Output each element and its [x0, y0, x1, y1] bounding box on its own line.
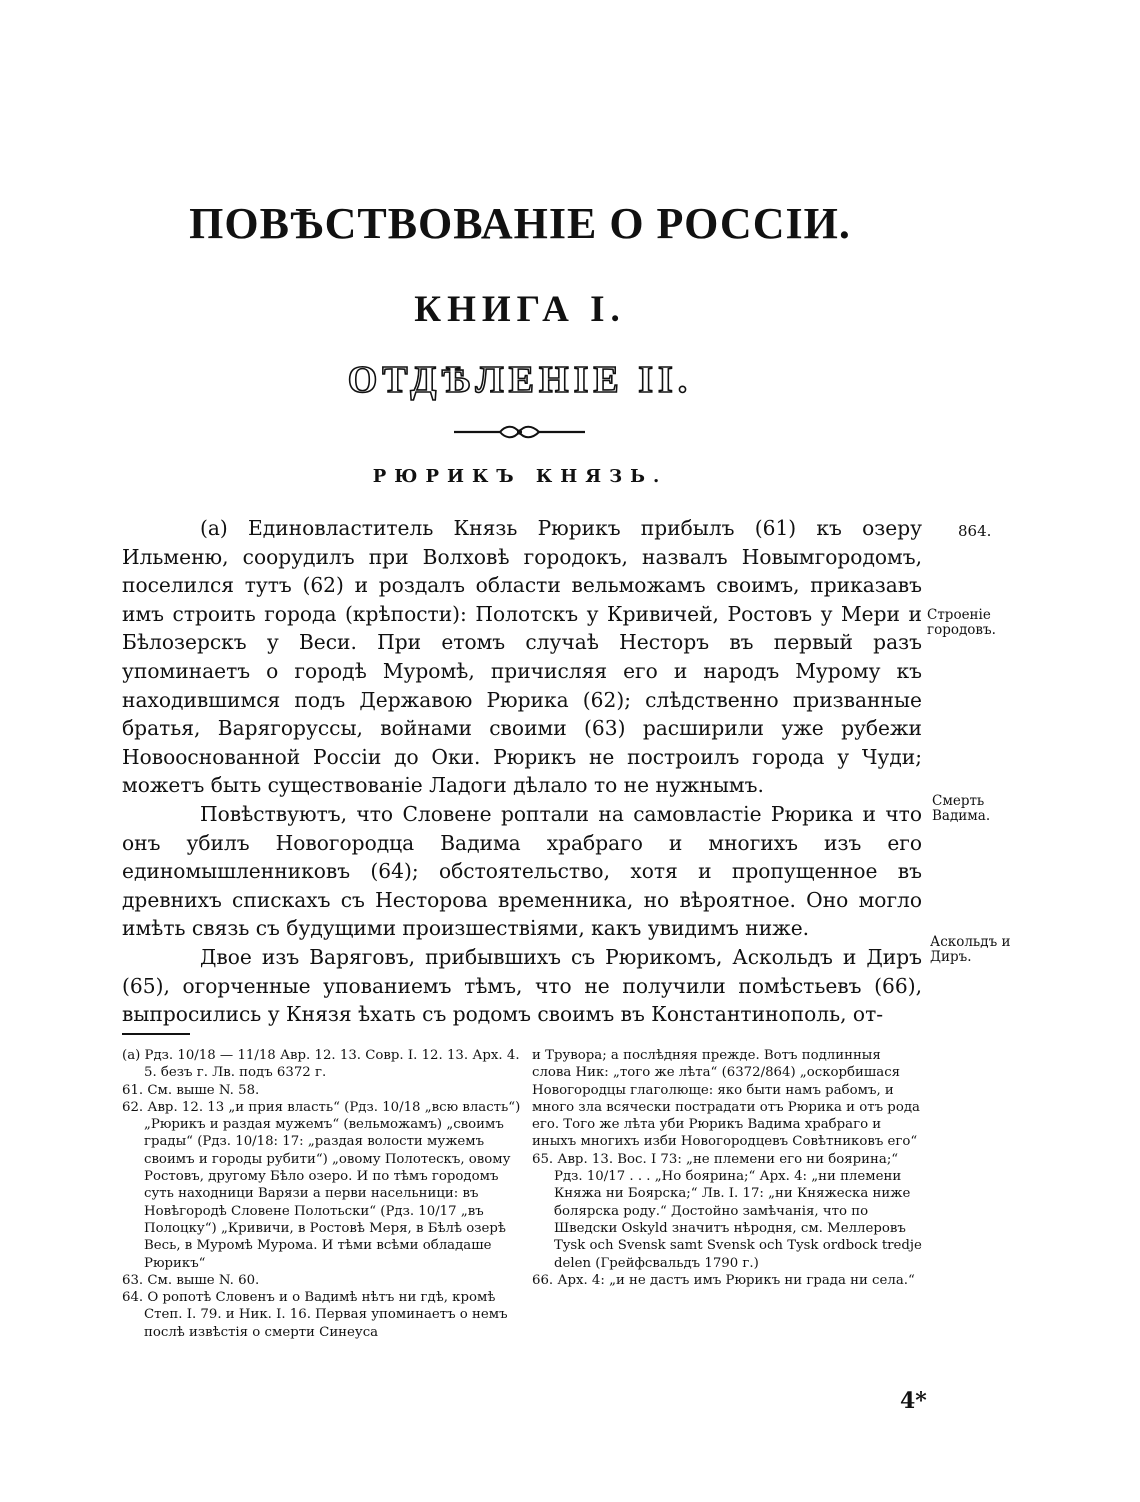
paragraph: (а) Единовластитель Князь Рюрикъ прибылъ (61) къ озеру Ильменю, соорудилъ при Волховѣ городокъ, назвалъ Новымгородомъ, поселился тутъ (62) и роздалъ области вельможамъ своимъ, приказавъ имъ строить города (крѣпости): Полотскъ у Кривичей, Ростовъ у Мери и Бѣлозерскъ у Веси. При етомъ случаѣ Несторъ въ первый разъ упоминаетъ о городѣ Муромѣ, причисляя его и народъ Мурому къ находившимся подъ Державою Рюрика (62); слѣдственно призванные братья, Варягоруссы, войнами своими (63) расширили уже рубежи Новооснованной Россіи до Оки. Рюрикъ не построилъ города у Чуди; можетъ быть существованіе Ладоги дѣлало то не нужнымъ.: [122, 516, 922, 798]
footnote: (а) Рдз. 10/18 — 11/18 Авр. 12. 13. Совр. I. 12. 13. Арх. 4. 5. безъ г. Лв. подъ 6372 г.: [122, 1048, 520, 1081]
footnote: 63. См. выше N. 60.: [122, 1272, 260, 1288]
footnote: и Трувора; а послѣдняя прежде. Вотъ подлинныя слова Ник: „того же лѣта“ (6372/864) „оскорбишася Новогородцы глаголюще: яко быти намъ рабомъ, и много зла всячески пострадати отъ Рюрика и отъ рода его. Того же лѣта уби Рюрикъ Вадима храбраго и иныхъ многихъ изби Новогородцевъ Совѣтниковъ его“: [532, 1048, 920, 1150]
paragraph: Двое изъ Варяговъ, прибывшихъ съ Рюрикомъ, Аскольдъ и Диръ (65), огорченные упованиемъ тѣмъ, что не получили помѣстьевъ (66), выпросились у Князя ѣхать съ родомъ своимъ въ Константинополь, от-: [122, 944, 922, 1027]
footnotes-right-column: [532, 1047, 924, 1289]
footnote: 65. Авр. 13. Вос. I 73: „не племени его ни боярина;“ Рдз. 10/17 . . . „Но боярина;“ Арх. 4: „ни племени Княжа ни Боярска;“ Лв. I. 17: „ни Княжеска ниже болярска роду.“ Достойно замѣчанія, что по Шведски Oskyld значитъ нѣродня, см. Меллеровъ Tysk och Svensk samt Svensk och Tysk ordbock tredje delen (Грейфсвальдъ 1790 г.): [532, 1151, 922, 1271]
paragraph: Повѣствуютъ, что Словене роптали на самовластіе Рюрика и что онъ убилъ Новогородца Вадима храбраго и многихъ изъ его единомышленниковъ (64); обстоятельство, хотя и пропущенное въ древнихъ спискахъ съ Несторова временника, но вѣроятное. Оно могло имѣть связь съ будущими произшествіями, какъ увидимъ ниже.: [122, 801, 922, 941]
ornament-divider: [452, 422, 587, 442]
margin-note: Строеніе городовъ.: [927, 607, 996, 638]
footnote: 64. О ропотѣ Словенъ и о Вадимѣ нѣтъ ни гдѣ, кромѣ Степ. I. 79. и Ник. I. 16. Первая упоминаетъ о немъ послѣ извѣстія о смерти Синеуса: [122, 1290, 508, 1340]
margin-note: Аскольдъ и Диръ.: [930, 934, 1011, 965]
book-title: КНИГА I.: [414, 289, 626, 330]
footnote: 62. Авр. 12. 13 „и прия власть“ (Рдз. 10/18 „всю власть“) „Рюрикъ и раздая мужемъ“ (вельможамъ) „своимъ грады“ (Рдз. 10/18: 17: „раздая волости мужемъ своимъ и городы рубити“) „овому Полотескъ, овому Ростовъ, другому Бѣло озеро. И по тѣмъ городомъ суть находници Варязи а перви насельници: въ Новѣгородѣ Словене Полотьски“ (Рдз. 10/17 „въ Полоцку“) „Кривичи, в Ростовѣ Меря, в Бѣлѣ озерѣ Весь, в Муромѣ Мурома. И тѣми всѣми обладаше Рюрикъ“: [122, 1099, 521, 1271]
chapter-title: РЮРИКЪ КНЯЗЬ.: [372, 466, 668, 487]
margin-year: 864.: [958, 522, 992, 540]
footnotes-left-column: [122, 1047, 530, 1341]
main-title: ПОВѢСТВОВАНІЕ О РОССІИ.: [189, 199, 851, 248]
footnote-rule: [122, 1033, 190, 1035]
main-text: [122, 514, 922, 1029]
footnote: 61. См. выше N. 58.: [122, 1082, 260, 1098]
page-number: 4*: [900, 1388, 927, 1414]
section-title: ОТДѢЛЕНІЕ II.: [347, 359, 693, 401]
margin-note: Смерть Вадима.: [932, 793, 991, 824]
footnote: 66. Арх. 4: „и не дастъ имъ Рюрикъ ни града ни села.“: [532, 1272, 915, 1288]
